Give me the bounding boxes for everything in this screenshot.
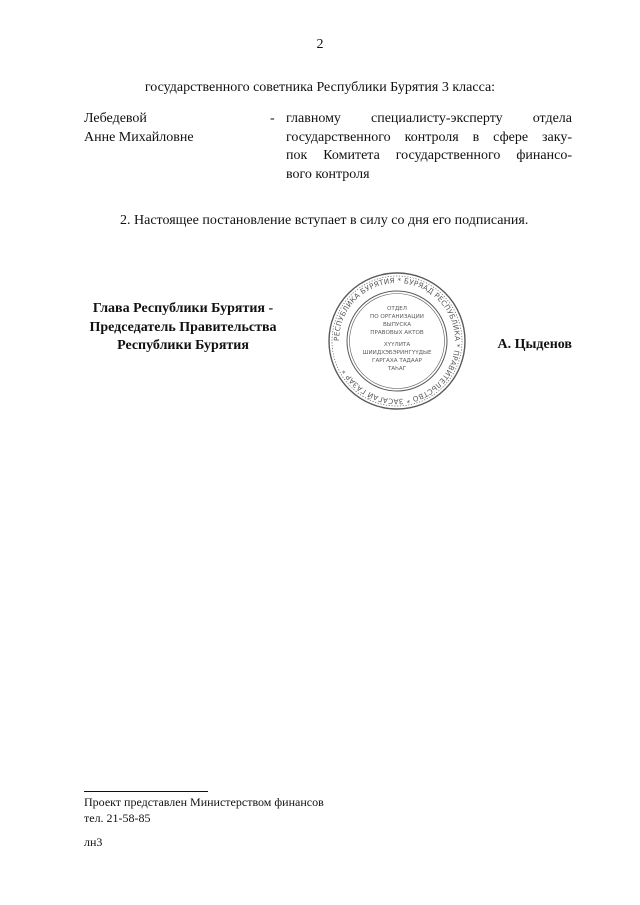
position-line: пок Комитета государственного финансо- [286,148,572,163]
rank-line: государственного советника Республики Бурятия 3 класса: [144,80,496,95]
position-line: главному специалисту-эксперту отдела [286,111,572,126]
signatory-title [78,300,288,356]
footnote-phone: тел. 21-58-85 [84,811,151,825]
seal-outer-text: РЕСПУБЛИКА БУРЯТИЯ * БУРЯАД РЕСПУБЛИКА * ПРАВИТЕЛЬСТВО * ЗАСАГАЙ ГАЗАР * [331,275,463,407]
seal-center-line: ПРАВОВЫХ АКТОВ [370,330,424,336]
position-line: вого контроля [286,166,370,182]
position-line: государственного контроля в сфере заку- [286,129,572,145]
footnote-divider [84,791,208,792]
seal-center-line: ПО ОРГАНИЗАЦИИ [370,314,424,320]
signatory-title-line: Председатель Правительства [89,319,277,335]
appointee-given-names: Анне Михайловне [84,129,194,145]
seal-graphic [326,272,468,410]
page-number: 2 [316,37,324,52]
signatory-title-line: Республики Бурятия [117,338,249,353]
seal-center-line: ОТДЕЛ [387,306,407,312]
seal-center-line: ВЫПУСКА [382,322,412,328]
seal-center-line: ХҮҮЛИТА [383,342,411,348]
seal-center-line: ШИИДХЭБЭРИНГҮҮДЫЕ [362,350,432,356]
seal-center-line: ГАРГАХА ТАДААР [372,358,422,364]
appointee-dash: - [270,111,275,126]
appointee-position [286,110,572,184]
appointee-name [84,110,194,147]
footnote-prepared-by: Проект представлен Министерством финансов [84,795,324,809]
signatory-name: А. Цыденов [497,337,572,352]
seal-center-line: ТАҺАГ [387,366,407,372]
signatory-title-line: Глава Республики Бурятия - [92,301,274,316]
appointee-surname: Лебедевой [84,111,147,126]
footnote-code: лн3 [84,835,103,849]
official-seal [326,272,468,410]
effective-clause: 2. Настоящее постановление вступает в силу со дня его подписания. [120,213,529,228]
